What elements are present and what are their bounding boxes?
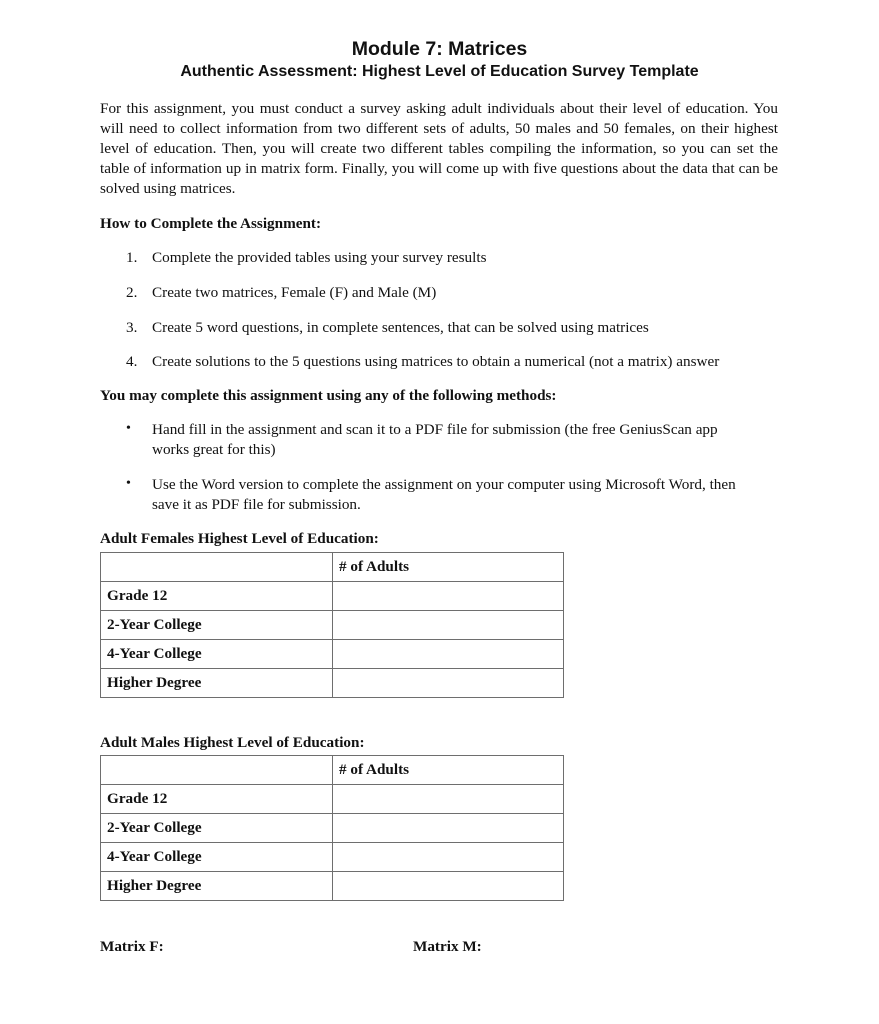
table-header-row — [101, 553, 564, 582]
intro-line: data that can be solved using matrices. — [100, 160, 779, 197]
bullet-text — [152, 420, 772, 460]
step-number: 1. — [126, 249, 138, 266]
bullet-line: works great for this) — [152, 441, 276, 458]
intro-line: You will need to collect information from two different sets of adults, 50 males and 50 females, on their — [100, 100, 778, 137]
intro-line: For this assignment, you must conduct a survey asking adult individuals about their level of education. — [100, 100, 749, 117]
step-number: 4. — [126, 353, 138, 370]
step-text: Create two matrices, Female (F) and Male (M) — [152, 284, 437, 301]
bullet-line: Use the Word version to complete the assignment on your computer using Microsoft Word, then — [152, 476, 736, 493]
page-subtitle: Authentic Assessment: Highest Level of Education Survey Template — [180, 63, 699, 80]
table-row — [101, 843, 564, 872]
count-entry-cell[interactable] — [333, 669, 564, 698]
step-number: 3. — [126, 319, 138, 336]
step-text: Create solutions to the 5 questions using matrices to obtain a numerical (not a matrix) answer — [152, 353, 720, 370]
table-row — [101, 611, 564, 640]
row-label: 4-Year College — [101, 640, 333, 669]
intro-line: can set the table of information up in matrix form. Finally, you will come up with five questions about the — [100, 140, 778, 177]
matrix-f-label: Matrix F: — [100, 938, 164, 955]
matrix-m-label: Matrix M: — [413, 938, 482, 955]
table-row — [101, 582, 564, 611]
count-entry-cell[interactable] — [333, 843, 564, 872]
count-entry-cell[interactable] — [333, 611, 564, 640]
count-entry-cell[interactable] — [333, 785, 564, 814]
table-row — [101, 669, 564, 698]
intro-paragraph — [100, 99, 778, 199]
row-label: 4-Year College — [101, 843, 333, 872]
step-text: Complete the provided tables using your survey results — [152, 249, 487, 266]
row-label: Higher Degree — [101, 669, 333, 698]
page-title: Module 7: Matrices — [351, 38, 528, 60]
column-header-adults: # of Adults — [333, 756, 564, 785]
step-item — [126, 318, 649, 338]
instructions-heading: How to Complete the Assignment: — [100, 215, 322, 232]
count-entry-cell[interactable] — [333, 582, 564, 611]
male-education-table — [100, 755, 564, 901]
female-education-table — [100, 552, 564, 698]
female-table-heading: Adult Females Highest Level of Education: — [100, 530, 379, 547]
count-entry-cell[interactable] — [333, 640, 564, 669]
methods-heading: You may complete this assignment using any of the following methods: — [100, 387, 557, 404]
step-item — [126, 283, 436, 303]
step-item — [126, 248, 487, 268]
row-label: 2-Year College — [101, 814, 333, 843]
bullet-text — [152, 475, 772, 515]
table-header-row — [101, 756, 564, 785]
bullet-line: Hand fill in the assignment and scan it to a PDF file for submission (the free GeniusScan app — [152, 421, 718, 438]
row-label: Grade 12 — [101, 582, 333, 611]
count-entry-cell[interactable] — [333, 814, 564, 843]
male-table-heading: Adult Males Highest Level of Education: — [100, 734, 365, 751]
step-text: Create 5 word questions, in complete sentences, that can be solved using matrices — [152, 319, 649, 336]
bullet-line: save it as PDF file for submission. — [152, 496, 361, 513]
bullet-icon: • — [126, 421, 131, 436]
step-item — [126, 352, 719, 372]
table-corner-cell — [101, 553, 333, 582]
row-label: Higher Degree — [101, 872, 333, 901]
table-row — [101, 785, 564, 814]
table-row — [101, 814, 564, 843]
intro-line: highest level of education. Then, you will create two different tables compiling the information, so you — [100, 120, 779, 157]
count-entry-cell[interactable] — [333, 872, 564, 901]
table-row — [101, 872, 564, 901]
bullet-icon: • — [126, 476, 131, 491]
column-header-adults: # of Adults — [333, 553, 564, 582]
row-label: 2-Year College — [101, 611, 333, 640]
row-label: Grade 12 — [101, 785, 333, 814]
step-number: 2. — [126, 284, 138, 301]
table-corner-cell — [101, 756, 333, 785]
table-row — [101, 640, 564, 669]
